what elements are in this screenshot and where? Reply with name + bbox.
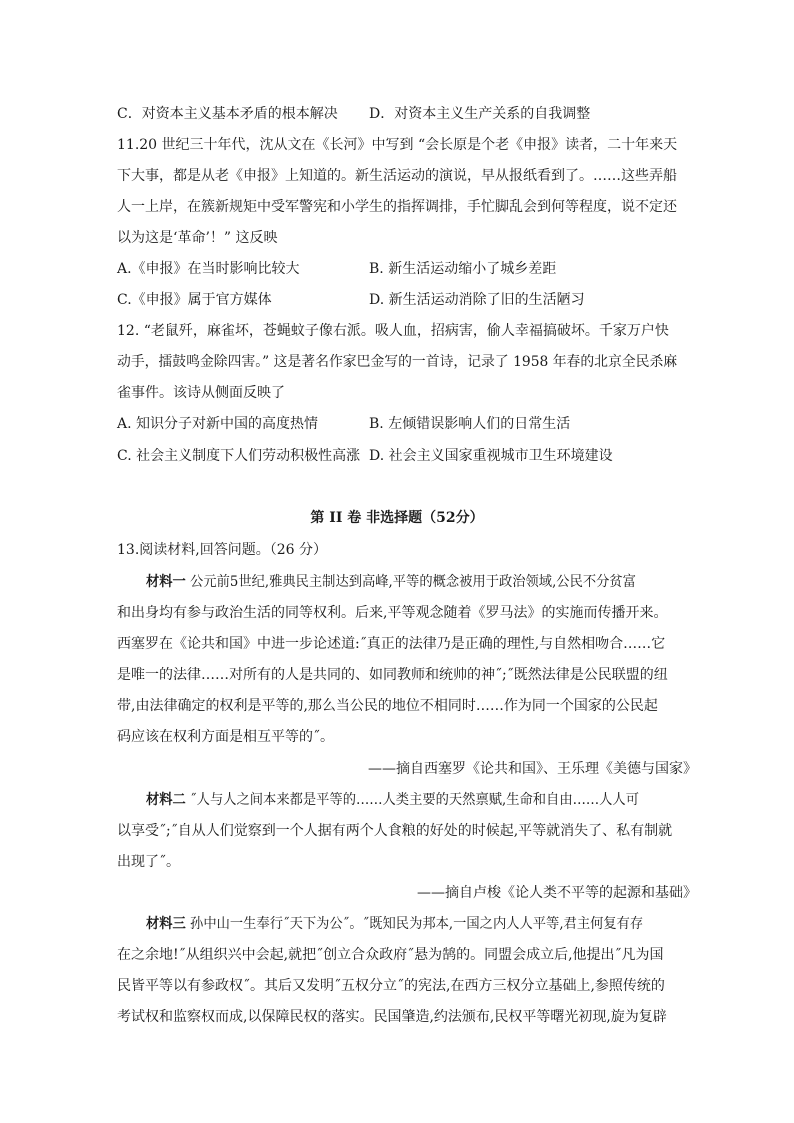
q11-stem-line-4: 以为这是‘革命’！” 这反映	[117, 230, 278, 246]
q13-material-1-label: 材料一	[146, 574, 186, 590]
q10-options-cd	[117, 104, 677, 124]
q13-stem: 13.阅读材料,回答问题。（26 分）	[117, 542, 327, 558]
q11-option-c: C.《申报》属于官方媒体	[117, 292, 272, 308]
q11-stem-line-3: 人一上岸，在簇新规矩中受军警宪和小学生的指挥调排，手忙脚乱会到何等程度，说不定还	[117, 199, 677, 215]
q13-material-1-text: 公元前5世纪,雅典民主制达到高峰,平等的概念被用于政治领域,公民不分贫富	[185, 574, 636, 590]
q13-material-1-line-3: 西塞罗在《论共和国》中进一步论述道:˝真正的法律乃是正确的理性,与自然相吻合……它	[117, 636, 666, 652]
q12-option-d: D. 社会主义国家重视城市卫生环境建设	[369, 448, 613, 464]
q13-material-1-line-1	[146, 572, 677, 592]
q12-options-ab	[117, 414, 677, 434]
q11-options-ab	[117, 259, 677, 279]
q13-material-1-source: ——摘自西塞罗《论共和国》、王乐理《美德与国家》	[368, 761, 697, 777]
q11-stem-line-1: 11.20 世纪三十年代，沈从文在《长河》中写到 “会长原是个老《申报》读者，二十年来天	[117, 137, 678, 153]
q12-option-a: A. 知识分子对新中国的高度热情	[117, 416, 319, 432]
q13-material-1-line-6: 码应该在权利方面是相互平等的˝。	[117, 729, 334, 745]
q13-material-3-line-3: 民皆平等以有参政权˝。其后又发明˝五权分立˝的宪法,在西方三权分立基础上,参照传统的	[117, 978, 665, 994]
q13-material-2-line-2: 以享受˝;˝自从人们觉察到一个人据有两个人食粮的好处的时候起,平等就消失了、私有制就	[117, 823, 673, 839]
q12-stem-line-1: 12. “老鼠歼，麻雀坏，苍蝇蚊子像右派。吸人血，招病害，偷人幸福搞破坏。千家万户快	[117, 323, 669, 339]
q11-options-cd	[117, 290, 677, 310]
section-title: 第 II 卷 非选择题（52分）	[310, 510, 484, 526]
q12-options-cd	[117, 446, 677, 466]
q11-option-b: B. 新生活运动缩小了城乡差距	[369, 261, 557, 277]
q13-material-1-line-5: 带,由法律确定的权利是平等的,那么当公民的地位不相同时……作为同一个国家的公民起	[117, 698, 658, 714]
q13-material-2-line-3: 出现了˝。	[117, 854, 180, 870]
q13-material-2-line-1	[146, 790, 677, 810]
q13-material-3-line-2: 在之余地!˝从组织兴中会起,就把˝创立合众政府˝悬为鹄的。同盟会成立后,他提出˝凡为国	[117, 947, 664, 963]
q12-option-c: C. 社会主义制度下人们劳动积极性高涨	[117, 448, 361, 464]
q13-material-3-line-4: 考试权和监察权而成,以保障民权的落实。民国肇造,约法颁布,民权平等曙光初现,旋为复辟	[117, 1009, 667, 1025]
q12-stem-line-2: 动手，擂鼓鸣金除四害。” 这是著名作家巴金写的一首诗，记录了 1958 年春的北京全民杀麻	[117, 354, 678, 370]
q10-option-c: C．对资本主义基本矛盾的根本解决	[117, 106, 338, 122]
q13-material-3-label: 材料三	[146, 916, 186, 932]
q11-stem-line-2: 下大事，都是从老《申报》上知道的。新生活运动的演说，早从报纸看到了。……这些弄船	[117, 168, 677, 184]
q13-material-2-label: 材料二	[146, 792, 186, 808]
q11-option-a: A.《申报》在当时影响比较大	[117, 261, 300, 277]
q13-material-1-line-2: 和出身均有参与政治生活的同等权利。后来,平等观念随着《罗马法》的实施而传播开来。	[117, 605, 668, 621]
q13-material-1-line-4: 是唯一的法律……对所有的人是共同的、如同教师和统帅的神˝;˝既然法律是公民联盟的纽	[117, 667, 668, 683]
q13-material-2-text: ˝人与人之间本来都是平等的……人类主要的天然禀赋,生命和自由……人人可	[185, 792, 639, 808]
q12-stem-line-3: 雀事件。该诗从侧面反映了	[117, 385, 285, 401]
q13-material-3-line-1	[146, 914, 677, 934]
q12-option-b: B. 左倾错误影响人们的日常生活	[369, 416, 571, 432]
q11-option-d: D. 新生活运动消除了旧的生活陋习	[369, 292, 585, 308]
q13-material-3-text: 孙中山一生奉行˝天下为公˝。˝既知民为邦本,一国之内人人平等,君主何复有存	[185, 916, 644, 932]
q10-option-d: D．对资本主义生产关系的自我调整	[369, 106, 591, 122]
q13-material-2-source: ——摘自卢梭《论人类不平等的起源和基础》	[417, 885, 697, 901]
